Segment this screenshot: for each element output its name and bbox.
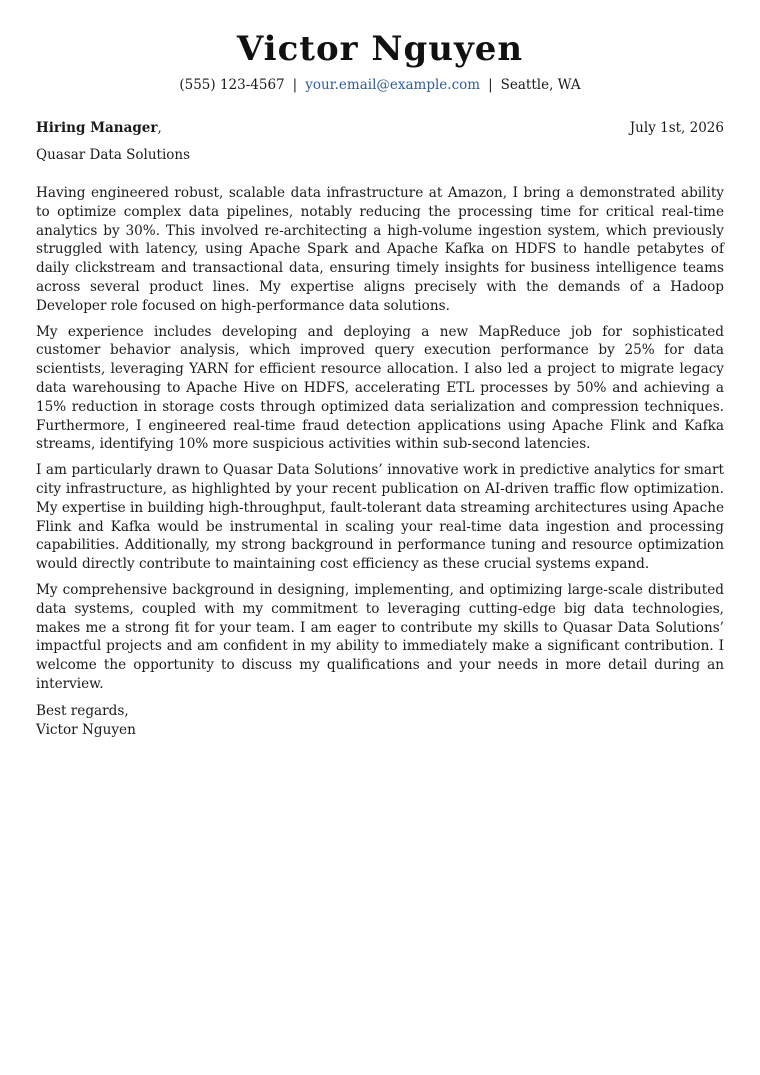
- cover-letter-page: [36, 0, 724, 739]
- letter-date: July 1st, 2026: [629, 120, 724, 136]
- body-paragraph: I am particularly drawn to Quasar Data Solutions’ innovative work in predictive analytics for smart city infrastructure, as highlighted by your recent publication on AI-driven traffic flow optimization. My expertise in building high-throughput, fault-tolerant data streaming architectures using Apache Flink and Kafka would be instrumental in scaling your real-time data ingestion and processing capabilities. Additionally, my strong background in performance tuning and resource optimization would directly contribute to maintaining cost efficiency as these crucial systems expand.: [36, 462, 724, 573]
- recipient: [36, 119, 162, 137]
- letter-closing: [36, 702, 724, 740]
- body-paragraph: My comprehensive background in designing, implementing, and optimizing large-scale distributed data systems, coupled with my commitment to leveraging cutting-edge big data technologies, makes me a strong fit for your team. I am eager to contribute my skills to Quasar Data Solutions’ impactful projects and am confident in my ability to immediately make a significant contribution. I welcome the opportunity to discuss my qualifications and your needs in more detail during an interview.: [36, 581, 724, 692]
- recipient-title-suffix: ,: [157, 120, 162, 136]
- applicant-name: Victor Nguyen: [236, 29, 524, 69]
- phone-number: (555) 123-4567: [179, 77, 285, 93]
- body-paragraph: My experience includes developing and deploying a new MapReduce job for sophisticated customer behavior analysis, which improved query execution performance by 25% for data scientists, leveraging YARN for efficient resource allocation. I also led a project to migrate legacy data warehousing to Apache Hive on HDFS, accelerating ETL processes by 50% and achieving a 15% reduction in storage costs through optimized data serialization and compression techniques. Furthermore, I engineered real-time fraud detection applications using Apache Flink and Kafka streams, identifying 10% more suspicious activities within sub-second latencies.: [36, 323, 724, 453]
- separator: |: [292, 77, 298, 93]
- recipient-company: Quasar Data Solutions: [36, 147, 191, 163]
- letter-body: [36, 184, 724, 694]
- closing-signature: Victor Nguyen: [36, 721, 136, 738]
- email-link[interactable]: your.email@example.com: [305, 77, 481, 93]
- body-paragraph: Having engineered robust, scalable data infrastructure at Amazon, I bring a demonstrated ability to optimize complex data pipelines, notably reducing the processing time for critical real-time analytics by 30%. This involved re-architecting a high-volume ingestion system, which previously struggled with latency, using Apache Spark and Apache Kafka on HDFS to handle petabytes of daily clickstream and transactional data, ensuring timely insights for business intelligence teams across several product lines. My expertise aligns precisely with the demands of a Hadoop Developer role focused on high-performance data solutions.: [36, 185, 724, 314]
- location: Seattle, WA: [500, 77, 581, 93]
- recipient-row: [36, 119, 724, 137]
- contact-line: [36, 76, 724, 94]
- closing-salutation: Best regards,: [36, 702, 129, 719]
- separator: |: [488, 77, 493, 93]
- recipient-title: Hiring Manager: [36, 120, 158, 136]
